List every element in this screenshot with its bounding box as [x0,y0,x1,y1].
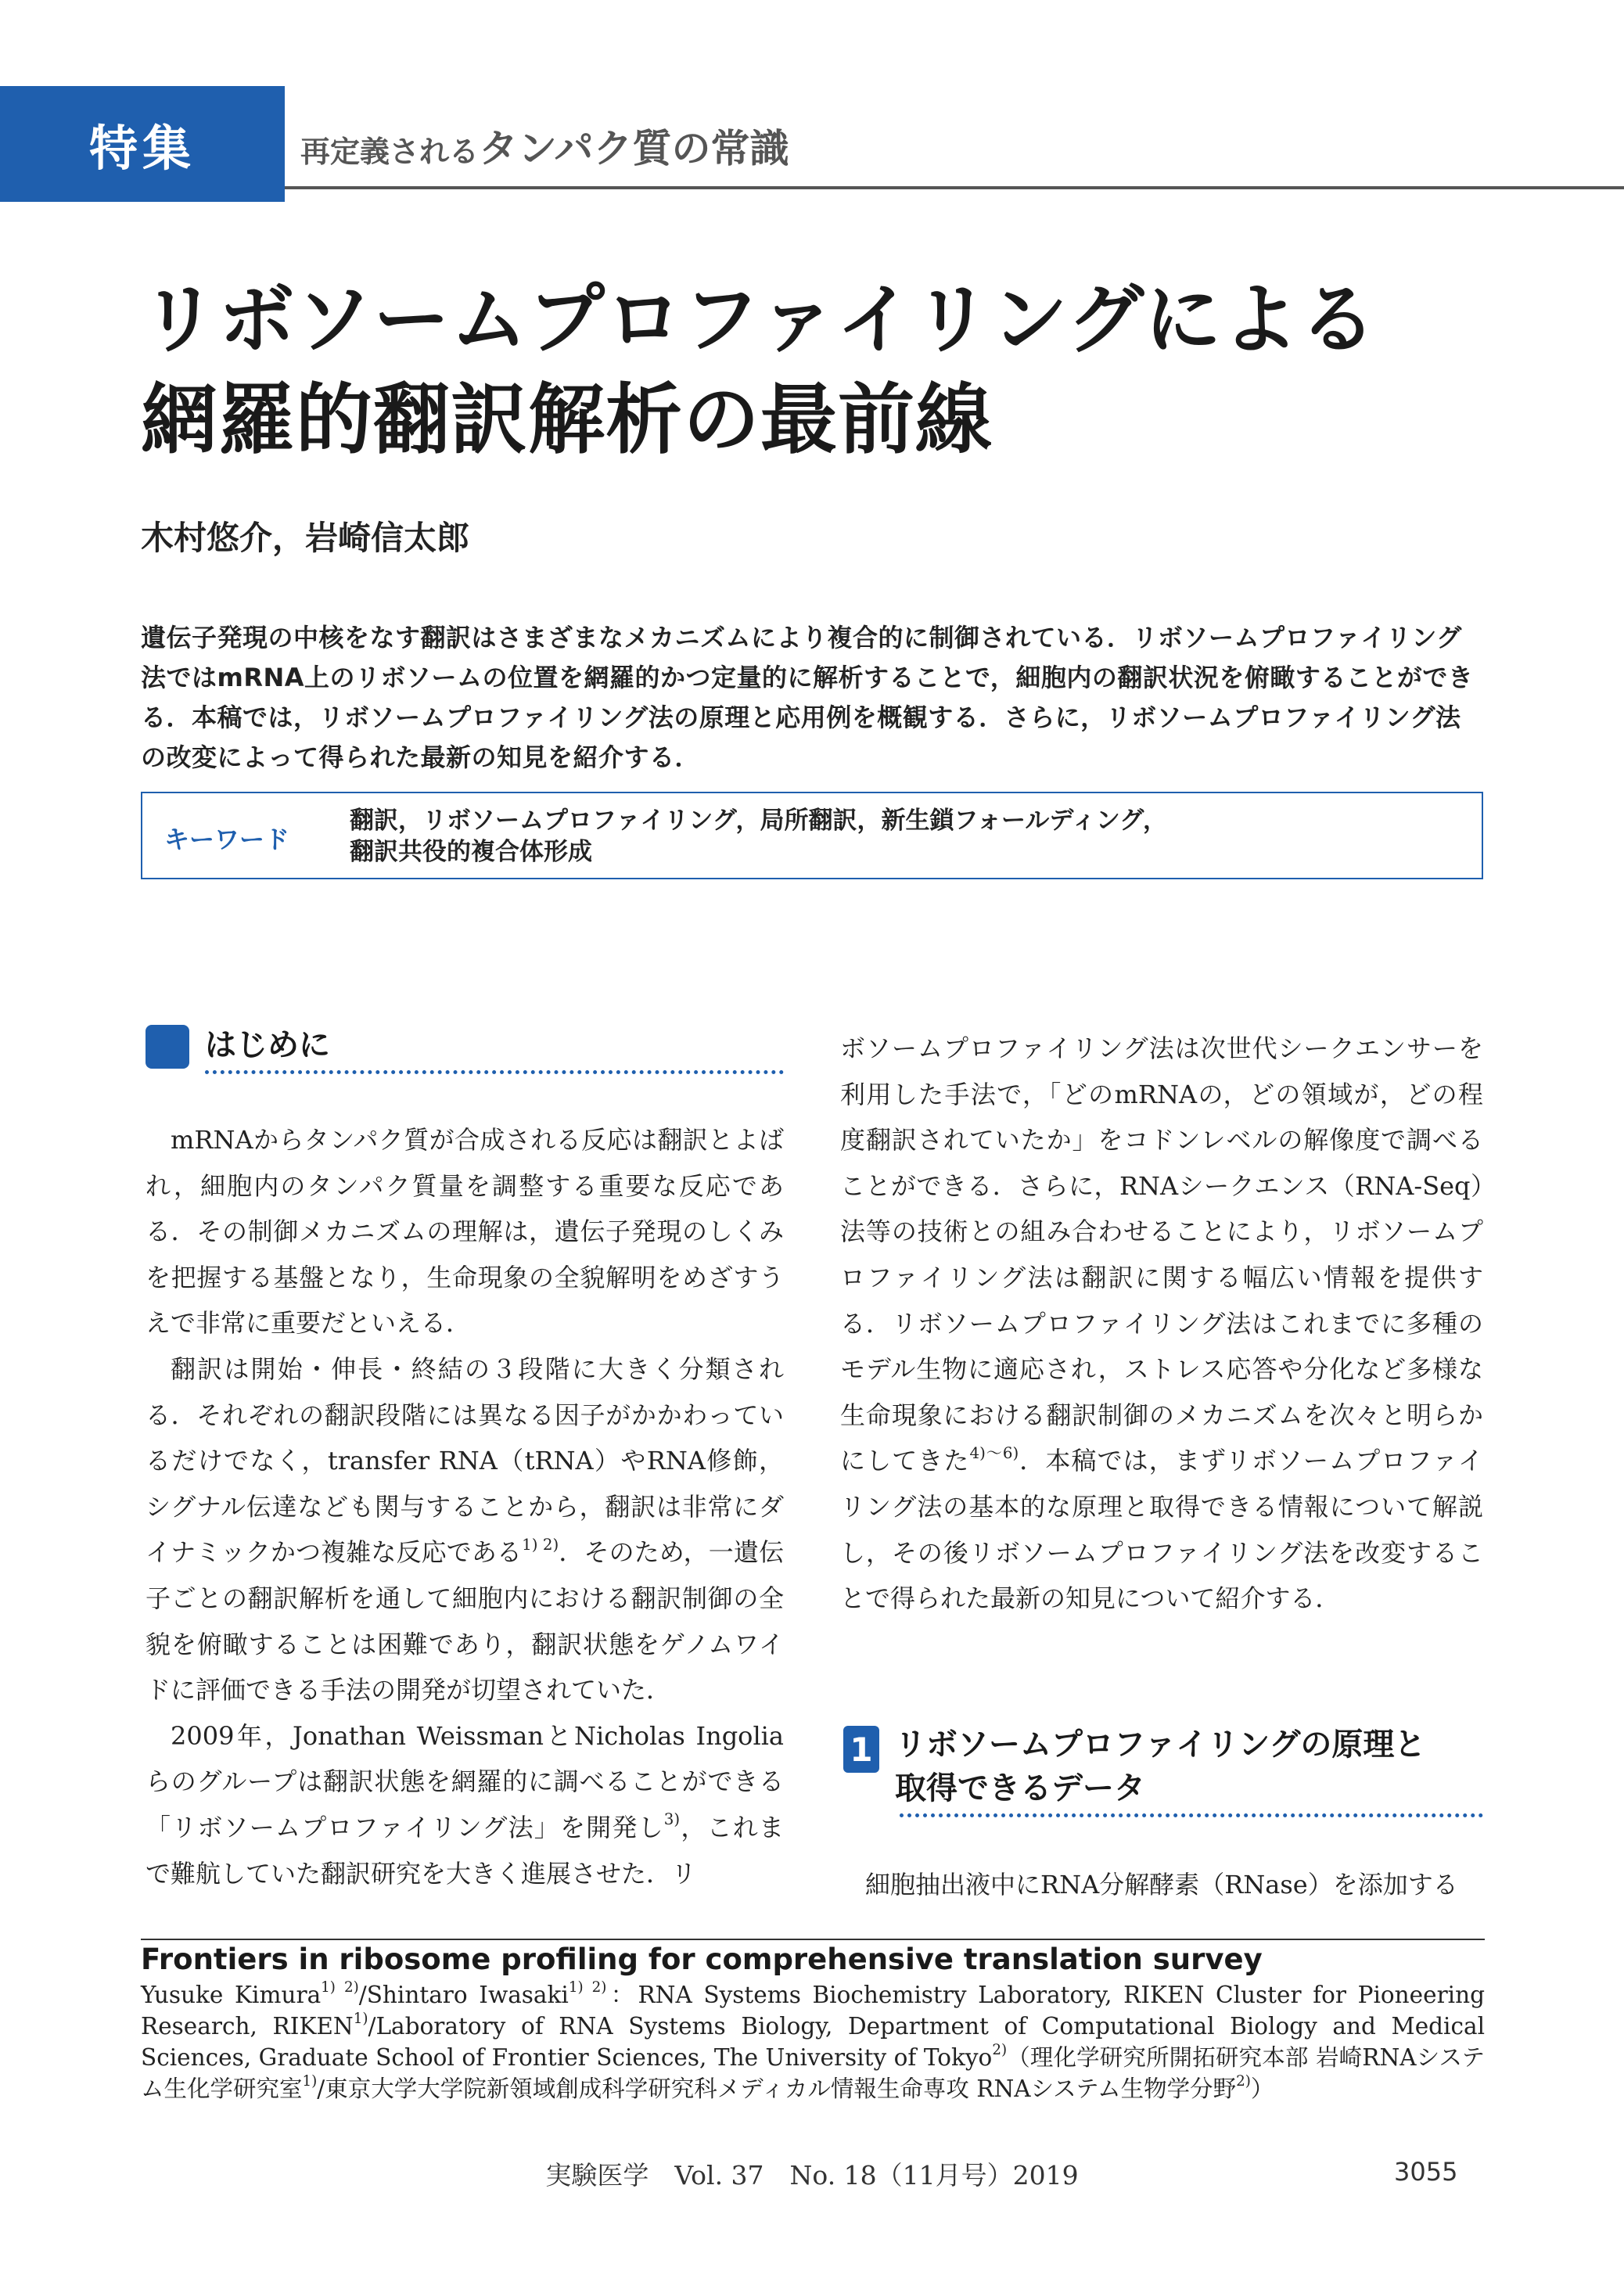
section-1-text [840,1862,1483,1908]
article-title [141,270,1565,470]
header-rule [285,186,1624,189]
feature-tag [0,86,285,202]
page-number: 3055 [1394,2157,1458,2187]
keywords-line1: 翻訳，リボソームプロファイリング，局所翻訳，新生鎖フォールディング， [350,807,1168,835]
citation: 1) 2) [522,1535,559,1554]
keywords-text [350,805,1461,868]
section-intro-heading [146,1025,330,1069]
left-column-text [146,1117,784,1896]
paragraph: 2009年，Jonathan WeissmanとNicholas Ingoliaらのグループは翻訳状態を網羅的に調べることができる「リボソームプロファイリング法」を開発し$^{3)}$，これまで難航していた翻訳研究を大きく進展させた．リ [146,1720,784,1889]
section-marker-icon [146,1025,189,1069]
keywords-label: キーワード [164,825,290,854]
paragraph: mRNAからタンパク質が合成される反応は翻訳とよばれ，細胞内のタンパク質量を調整する重要な反応である．その制御メカニズムの理解は，遺伝子発現のしくみを把握する基盤となり，生命現象の全貌解明をめざすうえで非常に重要だといえる． [146,1125,784,1339]
section-1-title: リボソームプロファイリングの原理と 取得できるデータ [895,1727,1426,1806]
section-number-badge: 1 [843,1726,879,1773]
section-1-heading [843,1726,1425,1810]
authors: 木村悠介，岩崎信太郎 [141,519,470,557]
citation: 4)〜6) [969,1443,1019,1462]
feature-tag-label: 特集 [88,119,196,177]
keywords-box [141,792,1483,879]
paragraph: ボソームプロファイリング法は次世代シークエンサーを利用した手法で，「どのmRNAの，どの領域が，どの程度翻訳されていたか」をコドンレベルの解像度で調べることができる．さらに，RNAシークエンス（RNA-Seq）法等の技術との組み合わせることにより，リボソームプロファイリング法は翻訳に関する幅広い情報を提供する．リボソームプロファイリング法はこれまでに多種のモデル生物に適応され，ストレス応答や分化など多様な生命現象における翻訳制御のメカニズムを次々と明らかにしてきた$^{4)〜6)}$．本稿では，まずリボソームプロファイリング法の基本的な原理と取得できる情報について解説し，その後リボソームプロファイリング法を改変することで得られた最新の知見について紹介する． [840,1033,1483,1614]
abstract: 遺伝子発現の中核をなす翻訳はさまざまなメカニズムにより複合的に制御されている．リボソームプロファイリング法ではmRNA上のリボソームの位置を網羅的かつ定量的に解析することで，細胞内の翻訳状況を俯瞰することができる．本稿では，リボソームプロファイリング法の原理と応用例を概観する．さらに，リボソームプロファイリング法の改変によって得られた最新の知見を紹介する． [141,623,1474,772]
series-prefix: 再定義される [300,135,480,169]
paragraph: 細胞抽出液中にRNA分解酵素（RNase）を添加する [865,1870,1458,1899]
right-column-text [840,1026,1483,1622]
paragraph: 翻訳は開始・伸長・終結の３段階に大きく分類される．それぞれの翻訳段階には異なる因子がかかわっているだけでなく，transfer RNA（tRNA）やRNA修飾，シグナル伝達なども関与することから，翻訳は非常にダイナミックかつ複雑な反応である$^{1) 2)}$．そのため，一遺伝子ごとの翻訳解析を通して細胞内における翻訳制御の全貌を俯瞰することは困難であり，翻訳状態をゲノムワイドに評価できる手法の開発が切望されていた． [146,1353,784,1705]
citation: 3) [663,1810,681,1829]
article-title-line2: 網羅的翻訳解析の最前線 [141,376,993,465]
english-title: Frontiers in ribosome profiling for comprehensive translation survey [141,1943,1263,1976]
affiliations: Yusuke Kimura$^{1) 2)}$/Shintaro Iwasaki$^{1) 2)}$：RNA Systems Biochemistry Laboratory, RIKEN Cluster for Pioneering Research, RIKEN$^{1)}$/Laboratory of RNA Systems Biology, Department of Computational Biology and Medical Sciences, Graduate School of Frontier Sciences, The University of Tokyo$^{2)}$（理化学研究所開拓研究本部 岩崎RNAシステム生化学研究室$^{1)}$/東京大学大学院新領域創成科学研究科メディカル情報生命専攻 RNAシステム生物学分野$^{2)}$） [141,1979,1486,2102]
series-main: タンパク質の常識 [479,126,789,171]
article-title-line1: リボソームプロファイリングによる [141,275,1378,365]
keywords-line2: 翻訳共役的複合体形成 [350,838,592,866]
section-1-underline [900,1813,1483,1817]
series-title [300,117,789,174]
journal-citation: 実験医学 Vol. 37 No. 18（11月号）2019 [545,2160,1079,2191]
footer-rule [141,1939,1485,1940]
section-intro-title: はじめに [205,1027,330,1063]
section-intro-underline [205,1070,784,1074]
